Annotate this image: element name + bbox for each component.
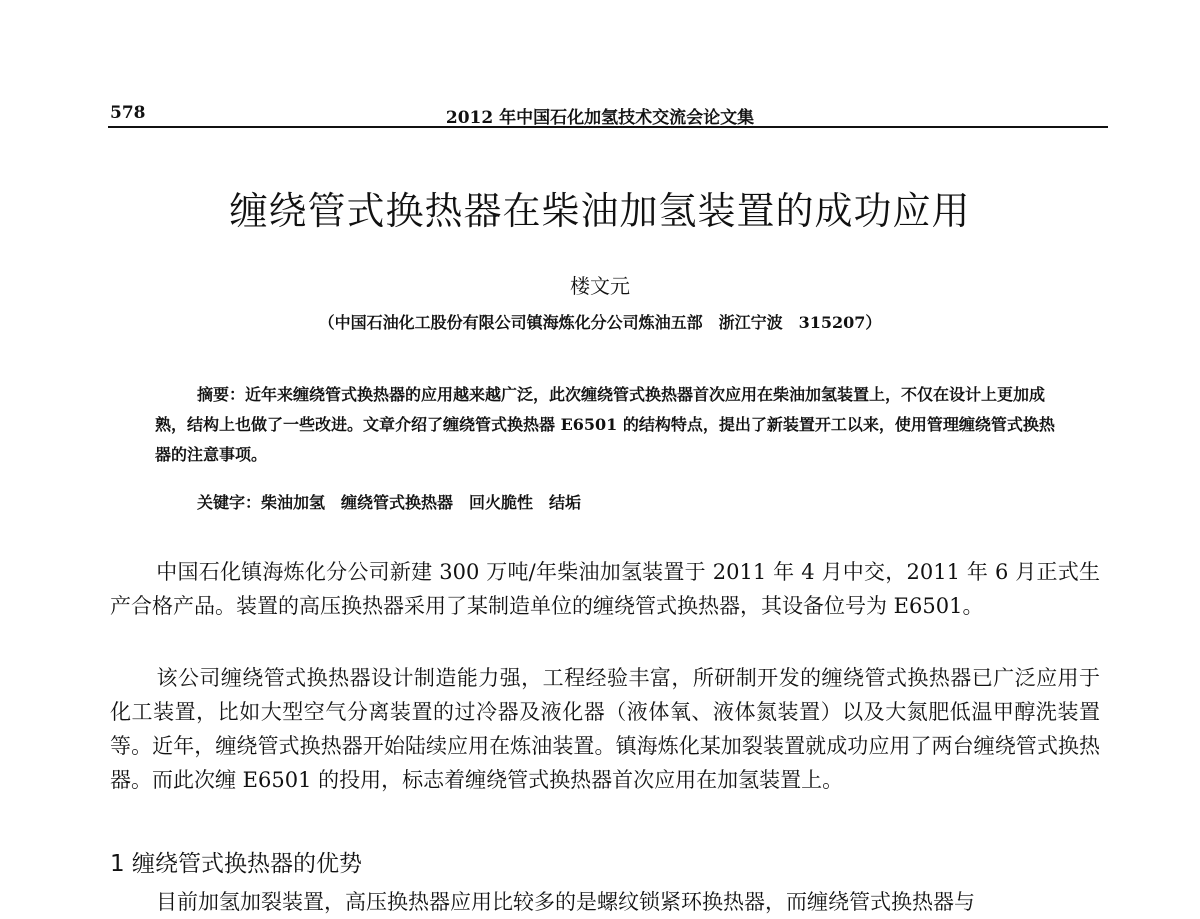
section-heading: 1 缠绕管式换热器的优势 — [110, 851, 362, 877]
abstract-text: 近年来缠绕管式换热器的应用越来越广泛，此次缠绕管式换热器首次应用在柴油加氢装置上，不仅在设计上更加成熟，结构上也做了一些改进。文章介绍了缠绕管式换热器 E6501 的结构特点，提出了新装置开工以来，使用管理缠绕管式换热器的注意事项。 — [155, 385, 1055, 464]
body-paragraph-3 — [110, 885, 1100, 919]
keywords-label: 关键字： — [197, 493, 262, 512]
body-paragraph-3-text: 目前加氢加裂装置，高压换热器应用比较多的是螺纹锁紧环换热器，而缠绕管式换热器与 — [156, 890, 975, 914]
paper-title: 缠绕管式换热器在柴油加氢装置的成功应用 — [229, 189, 971, 233]
page-number: 578 — [110, 103, 146, 123]
header-rule — [108, 126, 1108, 128]
running-head: 2012 年中国石化加氢技术交流会论文集 — [445, 108, 755, 128]
body-paragraph-1 — [110, 555, 1100, 623]
keywords — [197, 490, 581, 513]
body-paragraph-2-text: 该公司缠绕管式换热器设计制造能力强，工程经验丰富，所研制开发的缠绕管式换热器已广泛应用于化工装置，比如大型空气分离装置的过冷器及液化器（液体氧、液体氮装置）以及大氮肥低温甲醇洗装置等。近年，缠绕管式换热器开始陆续应用在炼油装置。镇海炼化某加裂装置就成功应用了两台缠绕管式换热器。而此次缠 E6501 的投用，标志着缠绕管式换热器首次应用在加氢装置上。 — [110, 666, 1100, 792]
abstract-label: 摘要： — [197, 385, 246, 404]
body-paragraph-2 — [110, 661, 1100, 797]
body-paragraph-1-text: 中国石化镇海炼化分公司新建 300 万吨/年柴油加氢装置于 2011 年 4 月中交，2011 年 6 月正式生产合格产品。装置的高压换热器采用了某制造单位的缠绕管式换热器，其设备位号为 E6501。 — [110, 560, 1100, 618]
abstract — [155, 380, 1055, 470]
keywords-text: 柴油加氢 缠绕管式换热器 回火脆性 结垢 — [261, 493, 582, 512]
author-name: 楼文元 — [570, 274, 630, 298]
author-affiliation: （中国石油化工股份有限公司镇海炼化分公司炼油五部 浙江宁波 315207） — [318, 313, 882, 332]
